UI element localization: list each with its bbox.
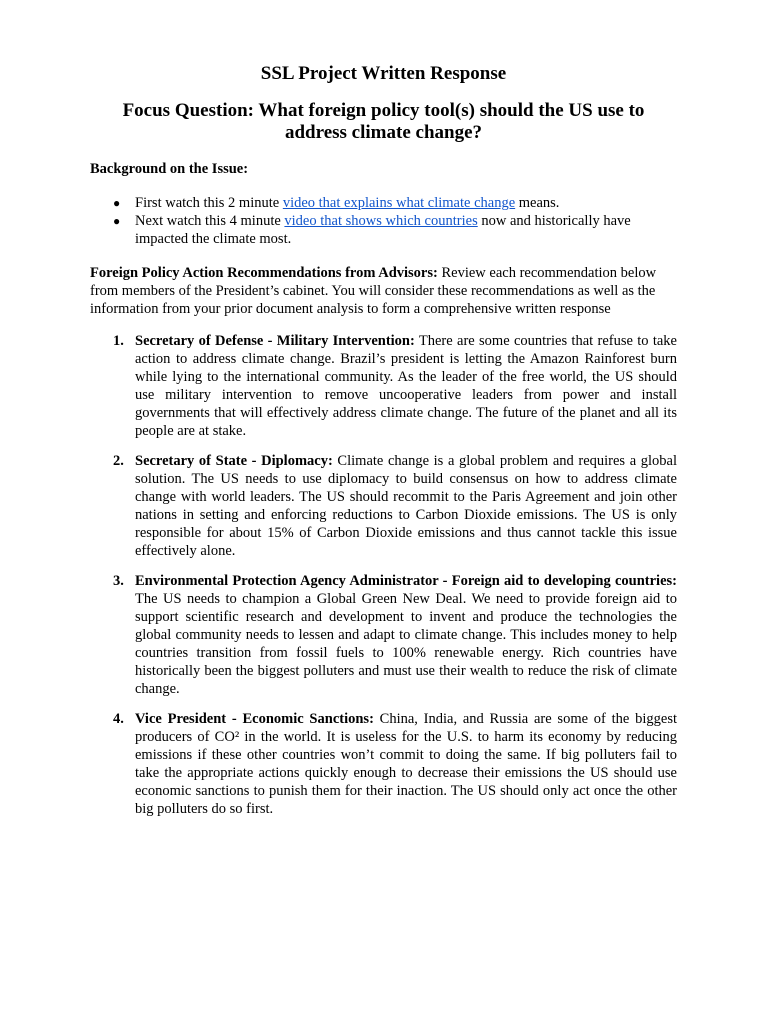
bullet-icon: ● (113, 214, 121, 228)
recommendation-heading: Environmental Protection Agency Administrator - Foreign aid to developing countries: (135, 573, 677, 589)
recommendation-text: There are some countries that refuse to take action to address climate change. Brazil’s president is letting the Amazon Rainforest burn while lying to the international community. As the leader of the free world, the US should use military intervention to remove uncooperative leaders from power and install governments that will effectively address climate change. The future of the planet and all its people are at stake. (135, 333, 677, 439)
recommendation-number: 3. (113, 573, 124, 589)
recommendation-number: 2. (113, 453, 124, 469)
recommendation-item (90, 572, 677, 698)
recommendation-item (90, 710, 677, 818)
recommendation-text: Climate change is a global problem and requires a global solution. The US needs to use diplomacy to build consensus on how to address climate change with world leaders. The US should recommit to the Paris Agreement and join other nations in setting and enforcing reductions to Carbon Dioxide emissions. The US is only responsible for about 15% of Carbon Dioxide emissions and thus cannot tackle this issue effectively alone. (135, 453, 678, 559)
bullet-text: Next watch this 4 minute (135, 213, 285, 229)
bullet-icon: ● (113, 196, 121, 210)
recommendation-item (90, 332, 677, 440)
recommendation-heading: Vice President - Economic Sanctions: (135, 711, 374, 727)
recommendation-heading: Secretary of Defense - Military Intervention: (135, 333, 415, 349)
advisors-heading: Foreign Policy Action Recommendations from Advisors: (90, 265, 438, 281)
focus-question: Focus Question: What foreign policy tool(s) should the US use to address climate change? (122, 100, 645, 143)
bullet-text: now and historically have impacted the climate most. (135, 213, 631, 247)
list-item (90, 212, 677, 248)
recommendation-text: The US needs to champion a Global Green New Deal. We need to provide foreign aid to support scientific research and development to invent and produce the technologies the global community needs to lessen and adapt to climate change. This includes money to help countries transition from fossil fuels to 100% renewable energy. Rich countries have historically been the biggest polluters and must use their wealth to reduce the risk of climate change. (135, 591, 677, 697)
recommendation-text: China, India, and Russia are some of the biggest producers of CO² in the world. It is useless for the U.S. to harm its economy by reducing emissions if these other countries won’t commit to doing the same. If big polluters fail to take the appropriate actions quickly enough to decrease their emissions the US should use economic sanctions to punish them for their inaction. The US should only act once the other big polluters do so first. (135, 711, 677, 817)
recommendation-number: 1. (113, 333, 124, 349)
video-link-climate-change[interactable]: video that explains what climate change (282, 195, 516, 211)
bullet-text: means. (515, 195, 560, 211)
recommendation-heading: Secretary of State - Diplomacy: (135, 453, 333, 469)
document-title: SSL Project Written Response (260, 63, 507, 84)
background-list (90, 194, 677, 248)
background-heading: Background on the Issue: (90, 161, 249, 177)
recommendation-item (90, 452, 677, 560)
advisors-paragraph (90, 264, 677, 318)
recommendations-list (90, 332, 677, 818)
list-item (90, 194, 677, 212)
video-link-countries[interactable]: video that shows which countries (284, 213, 478, 229)
bullet-text: First watch this 2 minute (135, 195, 283, 211)
recommendation-number: 4. (113, 711, 124, 727)
advisors-text: Review each recommendation below from members of the President’s cabinet. You will consider these recommendations as well as the information from your prior document analysis to form a comprehensive written response (90, 265, 657, 317)
